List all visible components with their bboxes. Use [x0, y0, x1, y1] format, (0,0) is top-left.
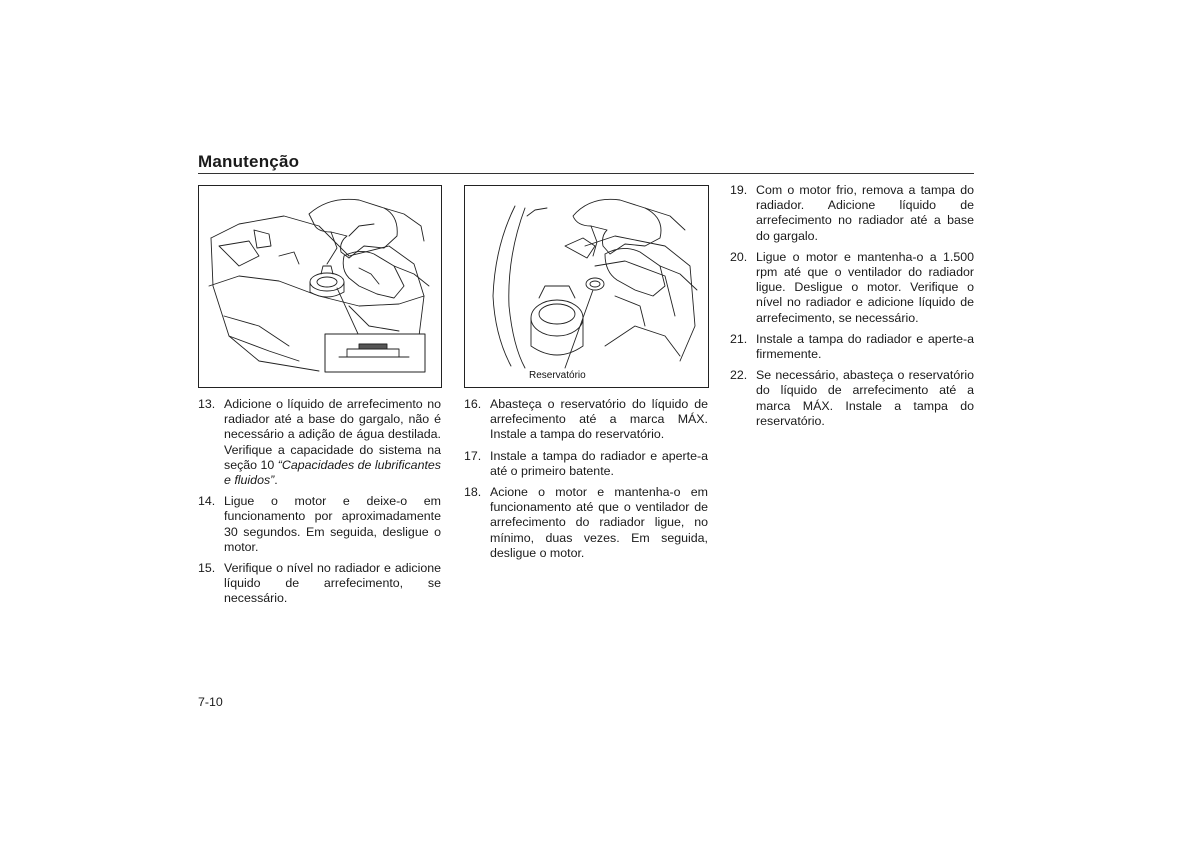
header-divider	[198, 173, 974, 174]
item-number: 14.	[198, 494, 216, 509]
item-number: 19.	[730, 183, 748, 197]
list-item	[198, 561, 441, 607]
item-text: Com o motor frio, remova a tampa do radiador. Adicione líquido de arrefecimento no radiador até a base do gargalo.	[756, 183, 974, 243]
item-text: Verifique o nível no radiador e adicione líquido de arrefecimento, se necessário.	[224, 561, 441, 606]
item-text: Ligue o motor e mantenha-o a 1.500 rpm até que o ventilador do radiador ligue. Desligue o motor. Verifique o nível no radiador e adicione líquido de arrefecimento, se necessário.	[756, 249, 974, 325]
instructions-column-2	[464, 397, 708, 567]
instructions-column-1	[198, 397, 441, 613]
item-number: 15.	[198, 561, 216, 576]
list-item	[730, 368, 974, 429]
page-number: 7-10	[198, 695, 223, 709]
radiator-cap-illustration	[198, 185, 442, 388]
item-text: Instale a tampa do radiador e aperte-a até o primeiro batente.	[490, 448, 708, 478]
list-item	[198, 397, 441, 488]
item-number: 20.	[730, 249, 748, 264]
reservoir-label: Reservatório	[529, 370, 586, 381]
list-item	[730, 332, 974, 362]
item-text: Se necessário, abasteça o reservatório do líquido de arrefecimento até a marca MÁX. Instale a tampa do reservatório.	[756, 368, 974, 428]
item-text: Ligue o motor e deixe-o em funcionamento por aproximadamente 30 segundos. Em seguida, desligue o motor.	[224, 494, 441, 554]
list-item	[464, 397, 708, 443]
item-text: Abasteça o reservatório do líquido de arrefecimento até a marca MÁX. Instale a tampa do reservatório.	[490, 397, 708, 442]
list-item	[730, 183, 974, 244]
item-text: Adicione o líquido de arrefecimento no radiador até a base do gargalo, não é necessário a adição de água destilada. Verifique a capacidade do sistema na seção 10 “Capacidades de lubrificantes e fluidos”.	[224, 397, 441, 488]
item-number: 22.	[730, 368, 748, 383]
section-reference: “Capacidades de lubrificantes e fluidos”	[224, 457, 441, 488]
item-number: 21.	[730, 331, 748, 346]
list-item	[464, 449, 708, 479]
page-title: Manutenção	[198, 152, 300, 171]
list-item	[464, 485, 708, 561]
item-number: 13.	[198, 397, 216, 411]
item-number: 17.	[464, 448, 482, 463]
instructions-column-3	[730, 183, 974, 435]
list-item	[730, 250, 974, 326]
item-text: Instale a tampa do radiador e aperte-a firmemente.	[756, 331, 974, 362]
list-item	[198, 494, 441, 555]
coolant-reservoir-illustration	[464, 185, 709, 388]
item-number: 16.	[464, 397, 482, 411]
item-text: Acione o motor e mantenha-o em funcionamento até que o ventilador de arrefecimento do radiador ligue, no mínimo, duas vezes. Em seguida, desligue o motor.	[490, 485, 708, 560]
item-number: 18.	[464, 485, 482, 500]
